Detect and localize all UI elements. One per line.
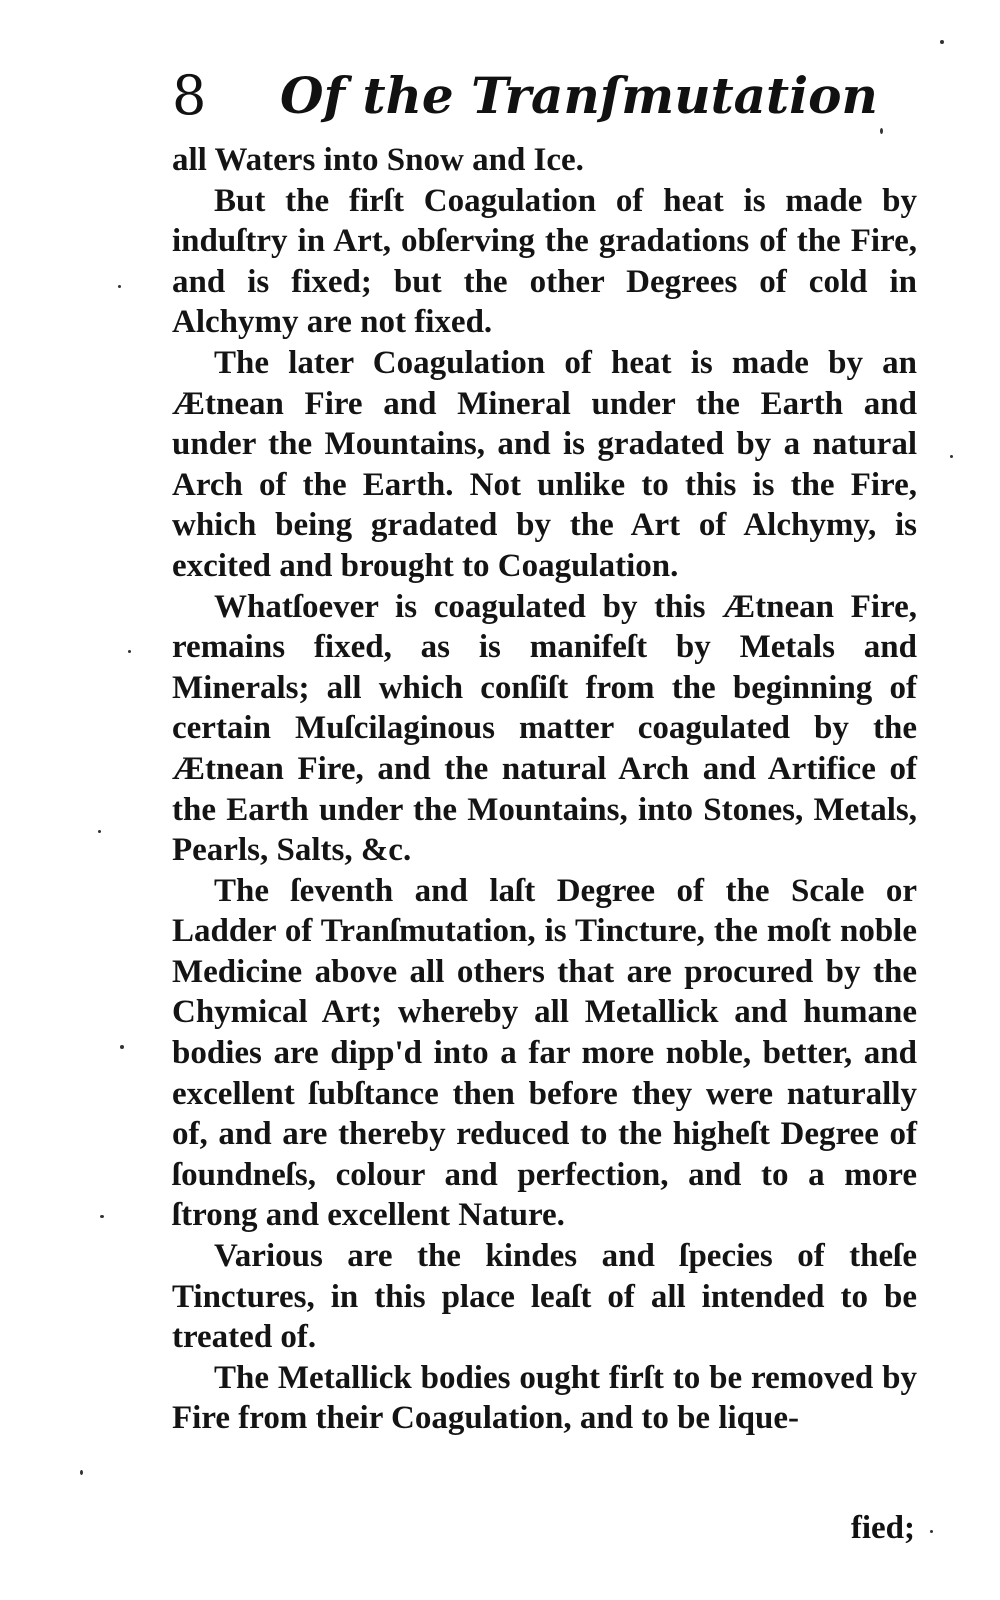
- page-header: [172, 62, 932, 142]
- scan-speck: [940, 40, 944, 44]
- paragraph: The ſeventh and laſt Degree of the Scale or Ladder of Tranſmutation, is Tincture, the moſt noble Medicine above all others that are procured by the Chymical Art; whereby all Metallick and humane bodies are dipp'd into a far more noble, better, and excellent ſubſtance then before they were naturally of, and are thereby reduced to the higheſt Degree of ſoundneſs, colour and perfection, and to a more ſtrong and excellent Nature.: [172, 872, 917, 1234]
- scan-speck: [950, 455, 953, 458]
- scan-speck: [98, 830, 101, 833]
- scan-speck: [930, 1530, 933, 1533]
- body-text: [172, 140, 917, 1439]
- paragraph: Various are the kindes and ſpecies of theſe Tinctures, in this place leaſt of all intended to be treated of.: [172, 1238, 917, 1356]
- scan-speck: [128, 650, 131, 653]
- scan-speck: [100, 1215, 104, 1218]
- scan-speck: [120, 1045, 124, 1049]
- page-number: 8: [172, 64, 207, 127]
- running-title: Of the Tranſmutation: [280, 66, 878, 125]
- paragraph: Whatſoever is coagulated by this Ætnean Fire, remains fixed, as is manifeſt by Metals and Minerals; all which conſiſt from the beginning of certain Muſcilaginous matter coagulated by the Ætnean Fire, and the natural Arch and Artifice of the Earth under the Mountains, into Stones, Metals, Pearls, Salts, &c.: [172, 588, 917, 869]
- catchword: fied;: [850, 1510, 915, 1546]
- paragraph-continuation: all Waters into Snow and Ice.: [172, 142, 584, 178]
- paragraph: But the firſt Coagulation of heat is made by induſtry in Art, obſerving the gradations of the Fire, and is fixed; but the other Degrees of cold in Alchymy are not fixed.: [172, 182, 917, 341]
- scan-speck: [118, 285, 121, 288]
- scan-speck: [80, 1470, 83, 1475]
- scan-speck: [880, 128, 883, 134]
- paragraph: The Metallick bodies ought firſt to be removed by Fire from their Coagulation, and to be lique-: [172, 1359, 917, 1437]
- paragraph: The later Coagulation of heat is made by an Ætnean Fire and Mineral under the Earth and under the Mountains, and is gradated by a natural Arch of the Earth. Not unlike to this is the Fire, which being gradated by the Art of Alchymy, is excited and brought to Coagulation.: [172, 344, 917, 584]
